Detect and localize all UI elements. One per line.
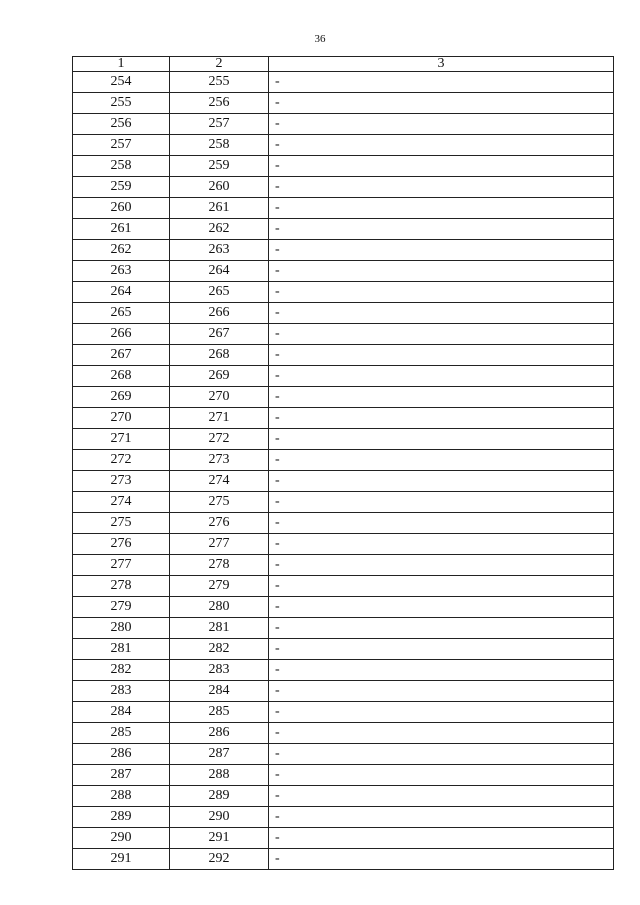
cell-col-2: 282 [170,639,269,660]
column-header-3: 3 [269,57,614,72]
table-row [73,702,614,723]
cell-col-1: 259 [73,177,170,198]
cell-col-1: 291 [73,849,170,870]
table-row [73,555,614,576]
cell-col-1: 275 [73,513,170,534]
table-row [73,807,614,828]
cell-col-2: 278 [170,555,269,576]
cell-col-1: 272 [73,450,170,471]
data-table [72,56,614,870]
cell-col-1: 274 [73,492,170,513]
table-row [73,639,614,660]
cell-col-3: - [269,219,614,240]
table-row [73,786,614,807]
cell-col-1: 282 [73,660,170,681]
cell-col-1: 281 [73,639,170,660]
cell-col-3: - [269,450,614,471]
table-row [73,849,614,870]
cell-col-2: 264 [170,261,269,282]
cell-col-3: - [269,93,614,114]
table-row [73,576,614,597]
table-row [73,534,614,555]
cell-col-2: 259 [170,156,269,177]
cell-col-3: - [269,198,614,219]
cell-col-3: - [269,555,614,576]
table-row [73,387,614,408]
cell-col-1: 283 [73,681,170,702]
cell-col-2: 261 [170,198,269,219]
cell-col-3: - [269,681,614,702]
cell-col-2: 273 [170,450,269,471]
table-row [73,135,614,156]
cell-col-2: 281 [170,618,269,639]
cell-col-1: 278 [73,576,170,597]
cell-col-2: 286 [170,723,269,744]
cell-col-2: 288 [170,765,269,786]
cell-col-2: 283 [170,660,269,681]
cell-col-3: - [269,786,614,807]
cell-col-1: 262 [73,240,170,261]
cell-col-1: 277 [73,555,170,576]
cell-col-1: 254 [73,72,170,93]
cell-col-3: - [269,135,614,156]
cell-col-2: 287 [170,744,269,765]
table-body [73,72,614,870]
cell-col-3: - [269,660,614,681]
cell-col-2: 265 [170,282,269,303]
cell-col-3: - [269,744,614,765]
page-number: 36 [314,33,326,45]
cell-col-2: 274 [170,471,269,492]
cell-col-2: 266 [170,303,269,324]
cell-col-1: 261 [73,219,170,240]
table-row [73,723,614,744]
column-header-2: 2 [170,57,269,72]
cell-col-2: 292 [170,849,269,870]
cell-col-1: 284 [73,702,170,723]
table-row [73,744,614,765]
cell-col-3: - [269,303,614,324]
table-row [73,261,614,282]
cell-col-3: - [269,765,614,786]
cell-col-3: - [269,177,614,198]
cell-col-1: 287 [73,765,170,786]
cell-col-2: 291 [170,828,269,849]
cell-col-2: 279 [170,576,269,597]
cell-col-2: 276 [170,513,269,534]
table-row [73,93,614,114]
cell-col-3: - [269,618,614,639]
cell-col-2: 284 [170,681,269,702]
cell-col-2: 258 [170,135,269,156]
table-row [73,345,614,366]
cell-col-2: 275 [170,492,269,513]
cell-col-1: 267 [73,345,170,366]
cell-col-2: 267 [170,324,269,345]
cell-col-3: - [269,282,614,303]
cell-col-2: 255 [170,72,269,93]
cell-col-3: - [269,723,614,744]
column-header-1: 1 [73,57,170,72]
cell-col-1: 264 [73,282,170,303]
cell-col-3: - [269,828,614,849]
cell-col-1: 285 [73,723,170,744]
cell-col-2: 256 [170,93,269,114]
table-row [73,828,614,849]
cell-col-1: 260 [73,198,170,219]
table-row [73,513,614,534]
table-row [73,765,614,786]
table-row [73,597,614,618]
cell-col-1: 271 [73,429,170,450]
cell-col-1: 289 [73,807,170,828]
cell-col-2: 290 [170,807,269,828]
cell-col-3: - [269,345,614,366]
cell-col-3: - [269,387,614,408]
table-row [73,471,614,492]
cell-col-2: 280 [170,597,269,618]
cell-col-3: - [269,513,614,534]
table-row [73,450,614,471]
cell-col-3: - [269,492,614,513]
cell-col-1: 270 [73,408,170,429]
header-row [73,57,614,72]
cell-col-3: - [269,471,614,492]
cell-col-3: - [269,639,614,660]
cell-col-2: 260 [170,177,269,198]
cell-col-3: - [269,324,614,345]
cell-col-1: 290 [73,828,170,849]
cell-col-2: 285 [170,702,269,723]
table-header [73,57,614,72]
cell-col-1: 286 [73,744,170,765]
cell-col-1: 266 [73,324,170,345]
table-row [73,219,614,240]
cell-col-2: 277 [170,534,269,555]
cell-col-1: 263 [73,261,170,282]
cell-col-3: - [269,72,614,93]
cell-col-1: 265 [73,303,170,324]
cell-col-3: - [269,156,614,177]
table-row [73,198,614,219]
table-row [73,156,614,177]
table-row [73,618,614,639]
cell-col-3: - [269,534,614,555]
cell-col-2: 270 [170,387,269,408]
cell-col-3: - [269,366,614,387]
table-row [73,660,614,681]
cell-col-2: 271 [170,408,269,429]
cell-col-1: 268 [73,366,170,387]
table-row [73,282,614,303]
table-row [73,408,614,429]
table-row [73,681,614,702]
cell-col-1: 258 [73,156,170,177]
cell-col-1: 280 [73,618,170,639]
table-row [73,366,614,387]
cell-col-3: - [269,429,614,450]
cell-col-1: 269 [73,387,170,408]
cell-col-3: - [269,408,614,429]
cell-col-3: - [269,597,614,618]
cell-col-3: - [269,240,614,261]
table-row [73,324,614,345]
cell-col-2: 289 [170,786,269,807]
cell-col-1: 279 [73,597,170,618]
table-row [73,240,614,261]
table-row [73,114,614,135]
cell-col-1: 273 [73,471,170,492]
cell-col-1: 276 [73,534,170,555]
cell-col-2: 262 [170,219,269,240]
cell-col-3: - [269,849,614,870]
cell-col-1: 257 [73,135,170,156]
cell-col-1: 256 [73,114,170,135]
cell-col-2: 263 [170,240,269,261]
cell-col-2: 268 [170,345,269,366]
cell-col-1: 255 [73,93,170,114]
table-row [73,177,614,198]
cell-col-2: 272 [170,429,269,450]
cell-col-1: 288 [73,786,170,807]
table-row [73,72,614,93]
cell-col-3: - [269,261,614,282]
table-row [73,303,614,324]
cell-col-2: 269 [170,366,269,387]
cell-col-3: - [269,576,614,597]
cell-col-3: - [269,807,614,828]
table-row [73,429,614,450]
cell-col-3: - [269,114,614,135]
cell-col-2: 257 [170,114,269,135]
table-row [73,492,614,513]
cell-col-3: - [269,702,614,723]
